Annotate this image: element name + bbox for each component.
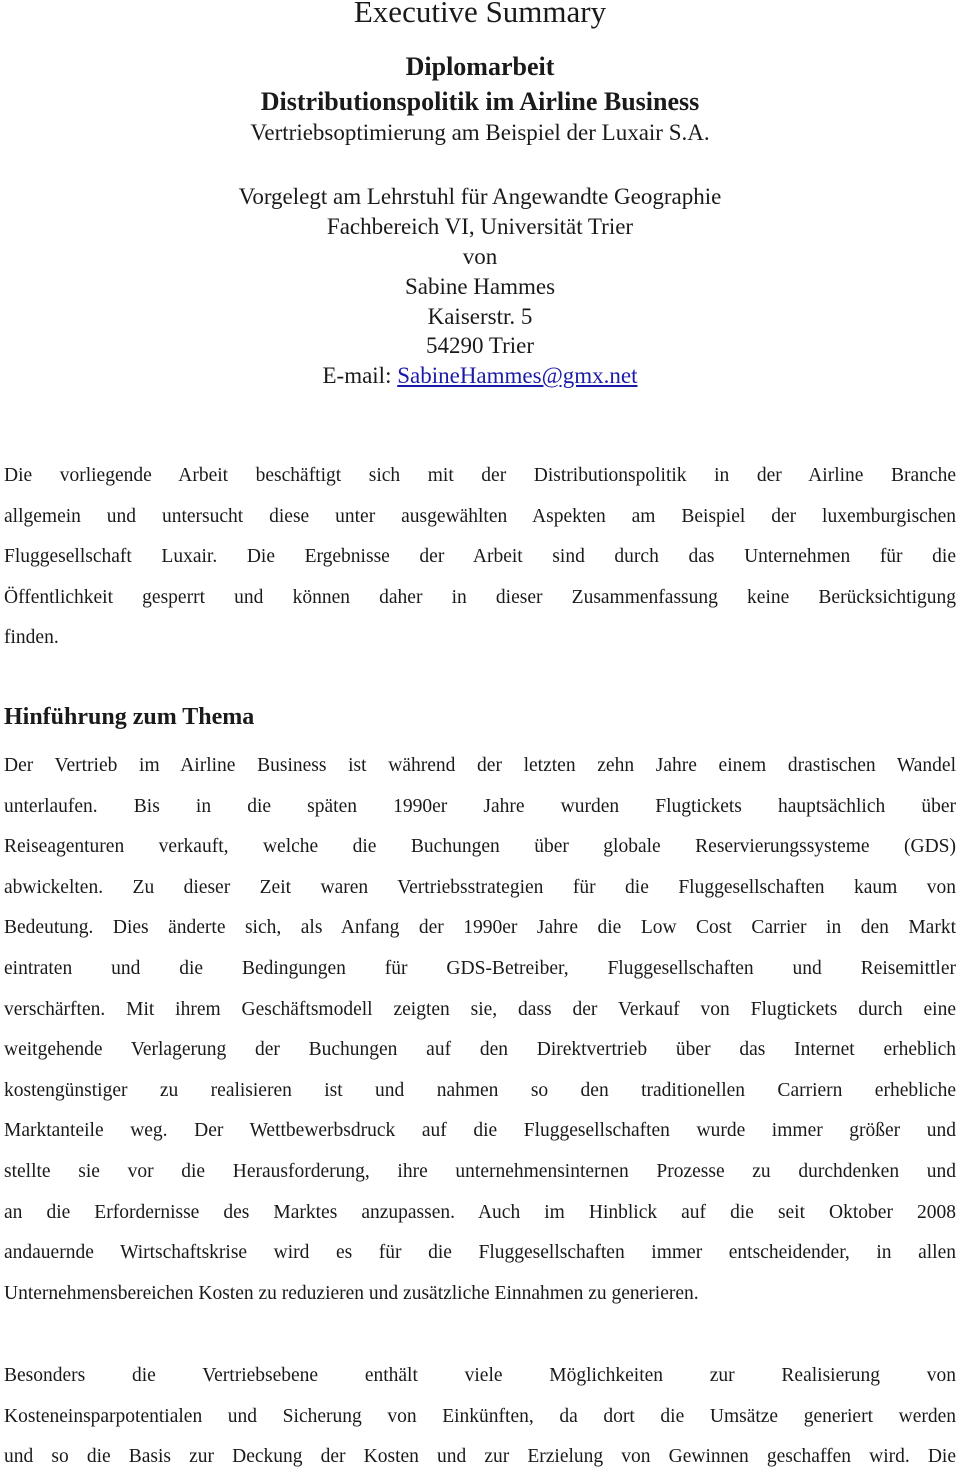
section-heading: Hinführung zum Thema <box>4 704 255 730</box>
thesis-subtitle: Vertriebsoptimierung am Beispiel der Luxair S.A. <box>250 120 710 145</box>
text-line: eintraten und die Bedingungen für GDS-Betreiber, Fluggesellschaften und Reisemittler <box>4 957 956 979</box>
final-paragraph <box>4 1356 956 1478</box>
text-line: Die vorliegende Arbeit beschäftigt sich mit der Distributionspolitik in der Airline Branche <box>4 465 956 486</box>
text-line: und so die Basis zur Deckung der Kosten und zur Erzielung von Gewinnen geschaffen wird. Die <box>4 1446 956 1468</box>
author-city: 54290 Trier <box>426 333 534 358</box>
author-email-line <box>0 363 960 389</box>
text-line: Unternehmensbereichen Kosten zu reduzieren und zusätzliche Einnahmen zu generieren. <box>4 1282 699 1304</box>
text-line: kostengünstiger zu realisieren ist und nahmen so den traditionellen Carriern erhebliche <box>4 1079 956 1101</box>
text-line: allgemein und untersucht diese unter ausgewählten Aspekten am Beispiel der luxemburgischen <box>4 505 956 527</box>
text-line: Fluggesellschaft Luxair. Die Ergebnisse der Arbeit sind durch das Unternehmen für die <box>4 546 956 568</box>
page-title: Executive Summary <box>353 0 607 29</box>
text-line: Der Vertrieb im Airline Business ist während der letzten zehn Jahre einem drastischen Wandel <box>4 755 956 776</box>
text-line: verschärften. Mit ihrem Geschäftsmodell zeigten sie, dass der Verkauf von Flugtickets durch eine <box>4 998 956 1020</box>
text-line: unterlaufen. Bis in die späten 1990er Jahre wurden Flugtickets hauptsächlich über <box>4 795 956 817</box>
submission-line: Vorgelegt am Lehrstuhl für Angewandte Geographie <box>238 184 722 209</box>
text-line: abwickelten. Zu dieser Zeit waren Vertriebsstrategien für die Fluggesellschaften kaum von <box>4 876 956 898</box>
document-type: Diplomarbeit <box>405 52 555 81</box>
text-line: Reiseagenturen verkauft, welche die Buchungen über globale Reservierungssysteme (GDS) <box>4 836 956 858</box>
text-line: stellte sie vor die Herausforderung, ihre unternehmensinternen Prozesse zu durchdenken und <box>4 1160 956 1182</box>
text-line: Marktanteile weg. Der Wettbewerbsdruck auf die Fluggesellschaften wurde immer größer und <box>4 1120 956 1142</box>
thesis-title: Distributionspolitik im Airline Business <box>260 87 700 116</box>
text-line: an die Erfordernisse des Marktes anzupassen. Auch im Hinblick auf die seit Oktober 2008 <box>4 1201 956 1223</box>
email-link[interactable]: SabineHammes@gmx.net <box>397 363 638 388</box>
email-label: E-mail: <box>322 363 398 388</box>
text-line: Bedeutung. Dies änderte sich, als Anfang der 1990er Jahre die Low Cost Carrier in den Markt <box>4 917 956 939</box>
text-line: Besonders die Vertriebsebene enthält viele Möglichkeiten zur Realisierung von <box>4 1365 956 1386</box>
section-paragraph <box>4 746 956 1314</box>
by-label: von <box>462 244 498 269</box>
author-street: Kaiserstr. 5 <box>427 304 533 329</box>
text-line: weitgehende Verlagerung der Buchungen auf den Direktvertrieb über das Internet erheblich <box>4 1039 956 1061</box>
text-line: Öffentlichkeit gesperrt und können daher in dieser Zusammenfassung keine Berücksichtigung <box>4 586 956 608</box>
text-line: finden. <box>4 627 59 649</box>
text-line: andauernde Wirtschaftskrise wird es für die Fluggesellschaften immer entscheidender, in allen <box>4 1242 956 1264</box>
author-name: Sabine Hammes <box>404 274 556 299</box>
department: Fachbereich VI, Universität Trier <box>326 214 634 239</box>
text-line: Kosteneinsparpotentialen und Sicherung von Einkünften, da dort die Umsätze generiert werden <box>4 1405 956 1427</box>
intro-paragraph <box>4 456 956 659</box>
